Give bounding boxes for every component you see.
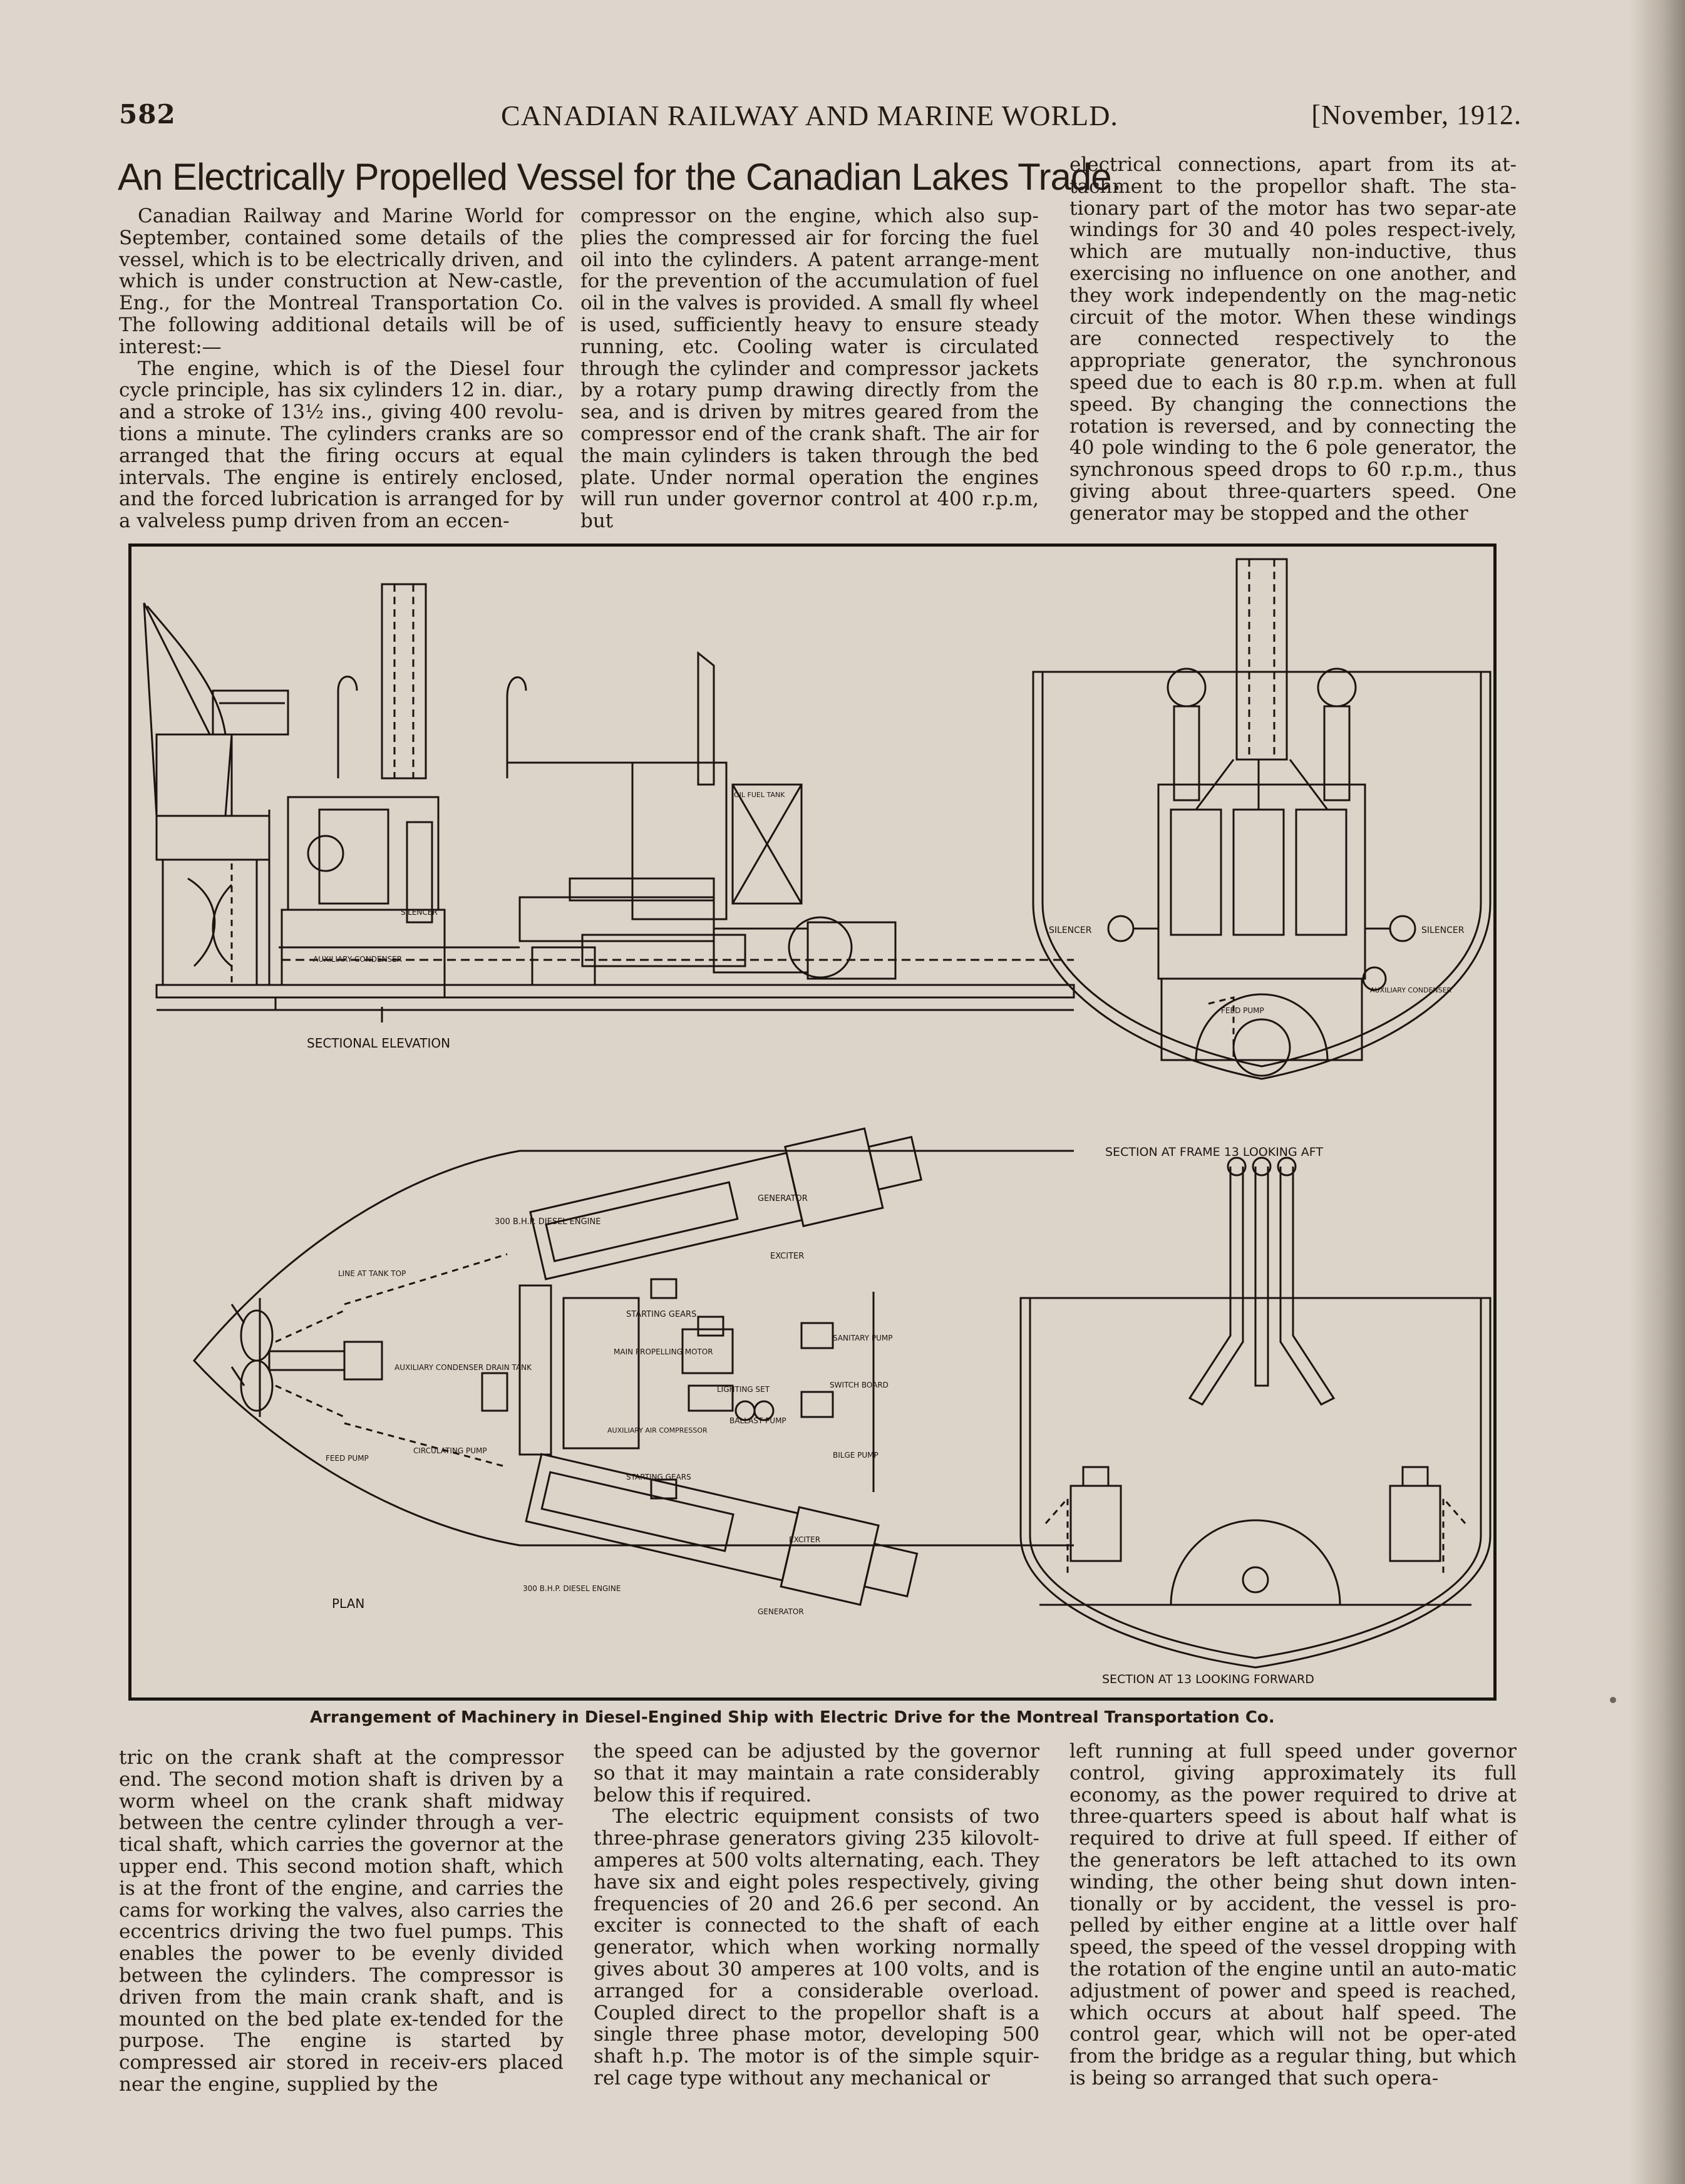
label-section-aft: SECTION AT FRAME 13 LOOKING AFT	[1105, 1145, 1323, 1159]
label-aux-air-compressor: AUXILIARY AIR COMPRESSOR	[607, 1426, 708, 1435]
label-generator-top: GENERATOR	[758, 1194, 808, 1203]
machinery-arrangement-figure	[128, 543, 1497, 1701]
paragraph: compressor on the engine, which also sup-plies the compressed air for forcing the fuel oil into the cylinders. A patent arrange-ment for the prevention of the accumulation of fuel oil in the valves is provided. A small fly wheel is used, sufficiently heavy to ensure steady running, etc. Cooling water is circulated through the cylinder and compressor jackets by a rotary pump drawing directly from the sea, and is driven by mitres geared from the compressor end of the crank shaft. The air for the main cylinders is taken through the bed plate. Under normal operation the engines will run under governor control at 400 r.p.m, but	[580, 205, 1039, 533]
issue-date: [November, 1912.	[1311, 100, 1522, 130]
article-headline: An Electrically Propelled Vessel for the Canadian Lakes Trade.	[118, 156, 1121, 198]
label-plan: PLAN	[332, 1596, 365, 1611]
label-feed-pump-plan: FEED PUMP	[326, 1454, 369, 1463]
paragraph: Canadian Railway and Marine World for September, contained some details of the vessel, which is to be electrically driven, and which is under construction at New-castle, Eng., for the Montreal Transportation Co. The following additional details will be of interest:—	[119, 205, 564, 358]
label-aux-condenser-drain: AUXILIARY CONDENSER DRAIN TANK	[394, 1363, 532, 1372]
label-exciter-bottom: EXCITER	[789, 1535, 821, 1544]
paragraph: left running at full speed under governor control, giving approximately its full economy, as the power required to drive at three-quarters speed is about half what is required to drive at full speed. If either of the generators be left attached to its own winding, the other being shut down inten-tionally or by accident, the vessel is pro-pelled by either engine at a little over half speed, the speed of the vessel dropping with the rotation of the engine until an auto-matic adjustment of power and speed is reached, which occurs at about half speed. The control gear, which will not be oper-ated from the bridge as a regular thing, but which is being so arranged that such opera-	[1069, 1740, 1517, 2089]
label-silencer-elevation: SILENCER	[401, 908, 438, 917]
label-exciter-top: EXCITER	[770, 1252, 805, 1261]
paper-speck	[1610, 1697, 1616, 1703]
upper-column-3	[1069, 154, 1517, 525]
label-line-tank-top: LINE AT TANK TOP	[338, 1269, 406, 1278]
label-sectional-elevation: SECTIONAL ELEVATION	[307, 1036, 451, 1051]
label-engine-top: 300 B.H.P. DIESEL ENGINE	[495, 1217, 601, 1227]
paragraph: the speed can be adjusted by the governor so that it may maintain a rate considerably below this if required.	[594, 1740, 1039, 1806]
running-header	[119, 88, 1522, 138]
section-forward-drawing	[1021, 1158, 1490, 1667]
lower-column-1	[119, 1747, 564, 2096]
label-silencer-left: SILENCER	[1049, 925, 1092, 935]
paragraph: tric on the crank shaft at the compressor end. The second motion shaft is driven by a worm wheel on the crank shaft midway between the centre cylinder through a ver-tical shaft, which carries the governor at the upper end. This second motion shaft, which is at the front of the engine, and carries the cams for working the valves, also carries the eccentrics driving the two fuel pumps. This enables the power to be evenly divided between the cylinders. The compressor is driven from the main crank shaft, and is mounted on the bed plate ex-tended for the purpose. The engine is started by compressed air stored in receiv-ers placed near the engine, supplied by the	[119, 1746, 564, 2096]
label-starting-gears-top: STARTING GEARS	[626, 1310, 697, 1319]
plan-drawing	[194, 1119, 1074, 1615]
label-engine-bottom: 300 B.H.P. DIESEL ENGINE	[523, 1584, 621, 1593]
paragraph: The electric equipment consists of two three-phrase generators giving 235 kilovolt-amperes at 500 volts alternating, each. They have six and eight poles respectively, giving frequencies of 20 and 26.6 per second. An exciter is connected to the shaft of each generator, which when working normally gives about 30 amperes at 100 volts, and is arranged for a considerable overload. Coupled direct to the propellor shaft is a single three phase motor, developing 500 shaft h.p. The motor is of the simple squir-rel cage type without any mechanical or	[594, 1805, 1039, 2089]
page-edge-shadow	[1629, 0, 1685, 2184]
label-section-forward: SECTION AT 13 LOOKING FORWARD	[1102, 1672, 1314, 1686]
paragraph: electrical connections, apart from its at-tachment to the propellor shaft. The sta-tionary part of the motor has two separ-ate windings for 30 and 40 poles respect-ively, which are mutually non-inductive, thus exercising no influence on one another, and they work independently on the mag-netic circuit of the motor. When these windings are connected respectively to the appropriate generator, the synchronous speed due to each is 80 r.p.m. when at full speed. By changing the connections the rotation is reversed, and by connecting the 40 pole winding to the 6 pole generator, the synchronous speed drops to 60 r.p.m., thus giving about three-quarters speed. One generator may be stopped and the other	[1069, 153, 1517, 525]
upper-column-1	[119, 205, 564, 532]
label-ballast-pump: BALLAST PUMP	[729, 1416, 786, 1425]
machinery-drawing	[131, 547, 1493, 1697]
paragraph: The engine, which is of the Diesel four cycle principle, has six cylinders 12 in. diar., and a stroke of 13½ ins., giving 400 revolu-tions a minute. The cylinders cranks are so arranged that the firing occurs at equal intervals. The engine is entirely enclosed, and the forced lubrication is arranged for by a valveless pump driven from an eccen-	[119, 357, 564, 533]
label-lighting-set: LIGHTING SET	[717, 1385, 770, 1394]
label-main-motor: MAIN PROPELLING MOTOR	[614, 1347, 713, 1356]
label-circulating-pump: CIRCULATING PUMP	[413, 1446, 487, 1455]
label-feed-pump-aft: FEED PUMP	[1221, 1006, 1264, 1015]
label-aux-condenser-elevation: AUXILIARY CONDENSER	[313, 955, 403, 964]
lower-column-2	[594, 1741, 1039, 2089]
label-starting-gears-bottom: STARTING GEARS	[626, 1473, 691, 1481]
upper-column-2	[580, 205, 1039, 532]
label-sanitary-pump: SANITARY PUMP	[833, 1334, 893, 1342]
figure-caption: Arrangement of Machinery in Diesel-Engined Ship with Electric Drive for the Montreal Transportation Co.	[310, 1708, 1275, 1727]
label-switch-board: SWITCH BOARD	[830, 1381, 889, 1389]
section-aft-drawing	[1033, 559, 1490, 1079]
label-aux-condenser-aft: AUXILIARY CONDENSER	[1370, 986, 1452, 994]
page-number: 582	[119, 99, 176, 130]
label-generator-bottom: GENERATOR	[758, 1607, 804, 1616]
label-silencer-right: SILENCER	[1421, 925, 1465, 935]
lower-column-3	[1069, 1741, 1517, 2089]
label-bilge-pump: BILGE PUMP	[833, 1451, 879, 1460]
label-oil-fuel-tank: OIL FUEL TANK	[734, 791, 785, 799]
publication-title: CANADIAN RAILWAY AND MARINE WORLD.	[501, 100, 1118, 131]
sectional-elevation-drawing	[144, 584, 1074, 1022]
